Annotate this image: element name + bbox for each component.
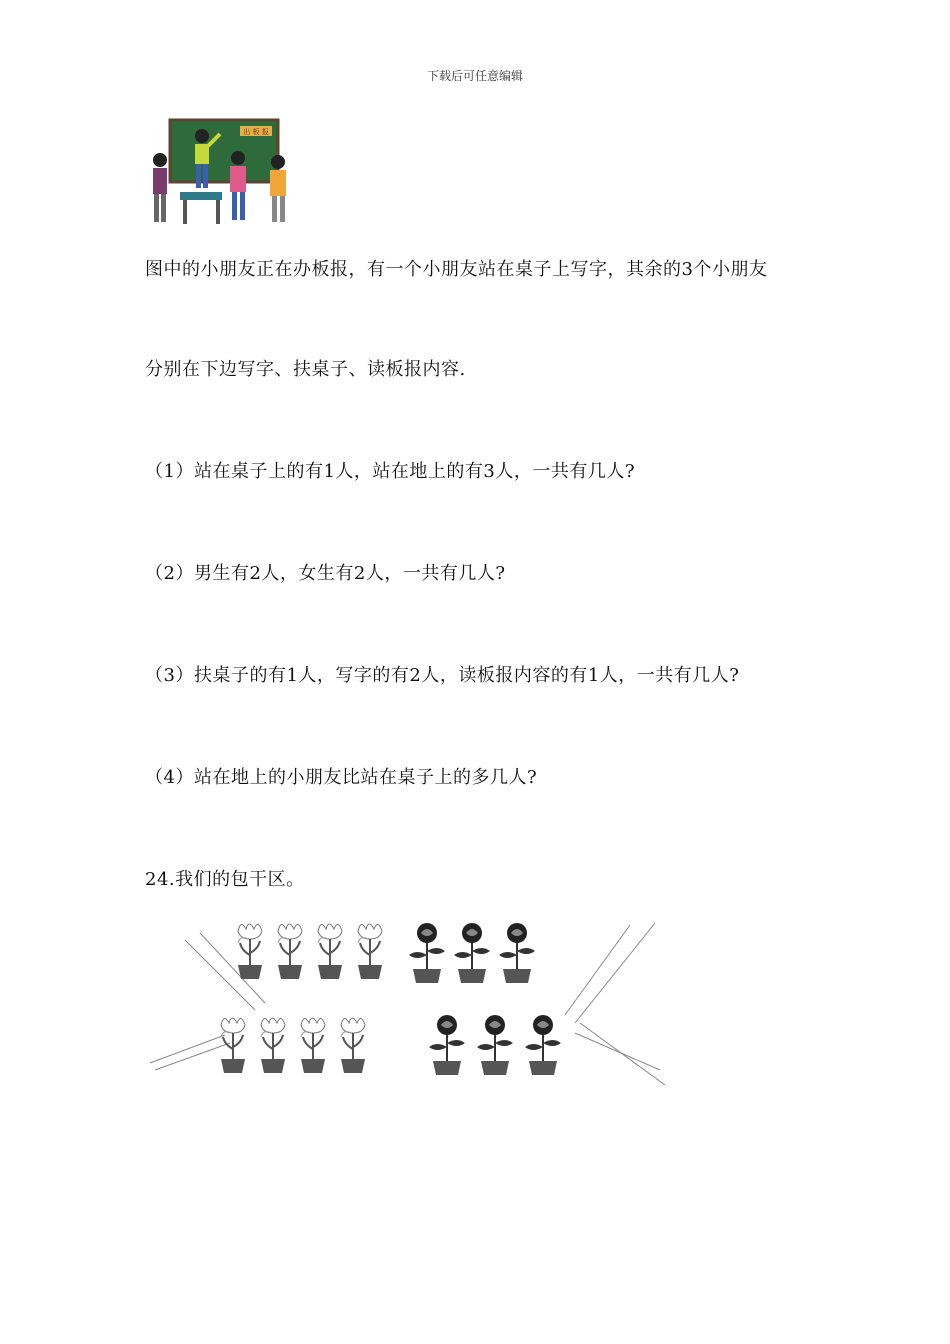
classroom-illustration — [140, 112, 300, 230]
paragraph-line-2: 分别在下边写字、扶桌子、读板报内容. — [145, 359, 466, 380]
question-3: （3）扶桌子的有1人，写字的有2人，读板报内容的有1人，一共有几人? — [145, 665, 740, 686]
question-4: （4）站在地上的小朋友比站在桌子上的多几人? — [145, 767, 538, 788]
question-1: （1）站在桌子上的有1人，站在地上的有3人，一共有几人? — [145, 461, 636, 482]
board-title: 出 板 报 — [243, 128, 269, 136]
page-header: 下载后可任意编辑 — [426, 69, 523, 83]
question-2: （2）男生有2人，女生有2人，一共有几人? — [145, 563, 506, 584]
problem-24-title: 24.我们的包干区。 — [145, 869, 305, 890]
garden-illustration — [145, 915, 670, 1090]
paragraph-line-1: 图中的小朋友正在办板报，有一个小朋友站在桌子上写字，其余的3个小朋友 — [145, 259, 768, 280]
